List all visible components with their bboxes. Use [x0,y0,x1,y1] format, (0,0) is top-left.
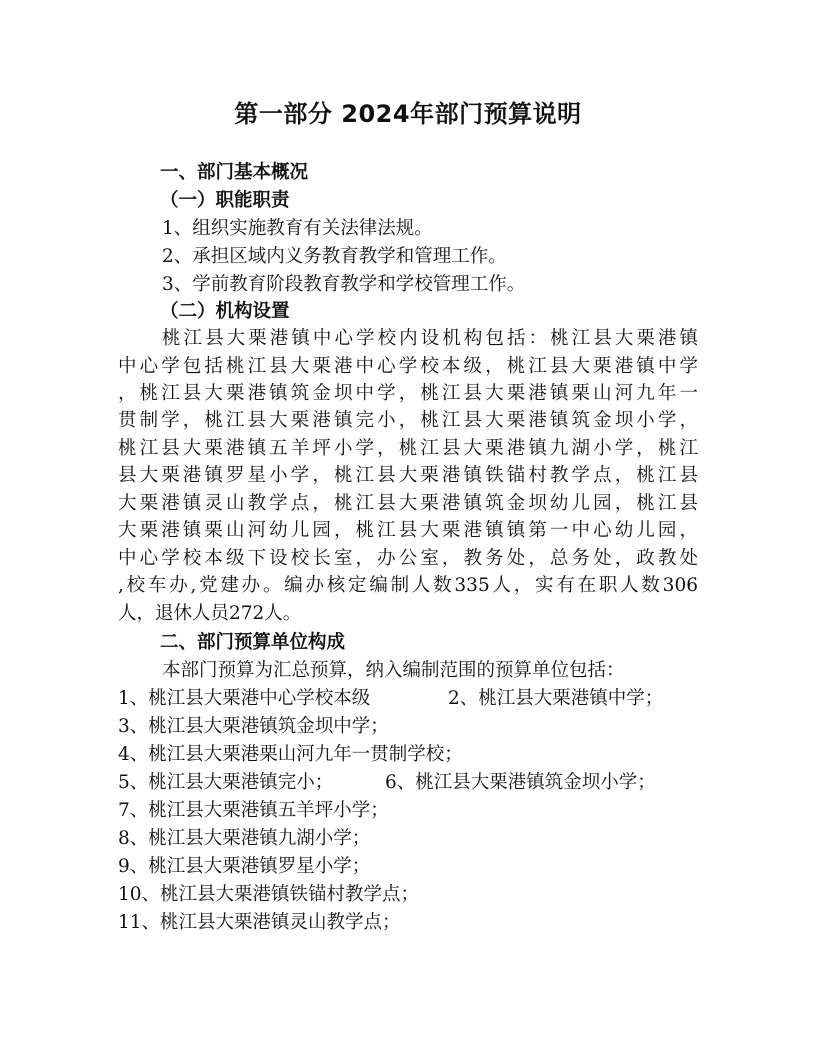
section-heading-basic-overview: 一、部门基本概况 [160,162,309,183]
paragraph-line: 中心学包括桃江县大栗港中心学校本级，桃江县大栗港镇中学 [118,356,698,377]
paragraph-line: ，桃江县大栗港镇筑金坝中学，桃江县大栗港镇栗山河九年一 [118,383,698,404]
section-heading-budget-units: 二、部门预算单位构成 [160,632,346,653]
budget-unit-item: 3、桃江县大栗港镇筑金坝中学； [118,716,389,737]
page-title: 第一部分 2024年部门预算说明 [234,100,582,128]
paragraph-line: 桃江县大栗港镇五羊坪小学，桃江县大栗港镇九湖小学，桃江 [118,438,698,459]
paragraph-line: 桃江县大栗港镇中心学校内设机构包括：桃江县大栗港镇 [162,328,698,349]
paragraph-line: 县大栗港镇罗星小学，桃江县大栗港镇铁锚村教学点，桃江县 [118,465,698,486]
subsection-heading-organization: （二）机构设置 [160,301,290,322]
budget-unit-item: 8、桃江县大栗港镇九湖小学； [118,828,371,849]
function-item: 1、组织实施教育有关法律法规。 [162,218,433,239]
budget-unit-item: 10、桃江县大栗港镇铁锚村教学点； [118,884,420,905]
budget-unit-item: 2、桃江县大栗港镇中学； [448,688,664,709]
function-item: 3、学前教育阶段教育教学和学校管理工作。 [162,274,526,295]
paragraph-line: 大栗港镇栗山河幼儿园，桃江县大栗港镇镇第一中心幼儿园， [118,520,698,541]
budget-unit-item: 1、桃江县大栗港中心学校本级 [118,688,371,709]
paragraph-line: 大栗港镇灵山教学点，桃江县大栗港镇筑金坝幼儿园，桃江县 [118,493,698,514]
function-item: 2、承担区域内义务教育教学和管理工作。 [162,246,507,267]
budget-unit-item: 11、桃江县大栗港镇灵山教学点； [118,912,401,933]
budget-unit-item: 9、桃江县大栗港镇罗星小学； [118,856,371,877]
budget-unit-item: 7、桃江县大栗港镇五羊坪小学； [118,800,389,821]
paragraph-line: 人，退休人员272人。 [118,603,302,624]
budget-units-intro: 本部门预算为汇总预算，纳入编制范围的预算单位包括： [162,660,625,681]
budget-unit-item: 4、桃江县大栗港栗山河九年一贯制学校； [118,744,463,765]
budget-unit-item: 5、桃江县大栗港镇完小； [118,772,334,793]
budget-unit-item: 6、桃江县大栗港镇筑金坝小学； [385,772,656,793]
paragraph-line: 中心学校本级下设校长室，办公室，教务处，总务处，政教处 [118,548,698,569]
subsection-heading-functions: （一）职能职责 [160,190,290,211]
paragraph-line: 贯制学，桃江县大栗港镇完小，桃江县大栗港镇筑金坝小学， [118,410,698,431]
paragraph-line: ,校车办,党建办。编办核定编制人数335人，实有在职人数306 [118,575,698,596]
